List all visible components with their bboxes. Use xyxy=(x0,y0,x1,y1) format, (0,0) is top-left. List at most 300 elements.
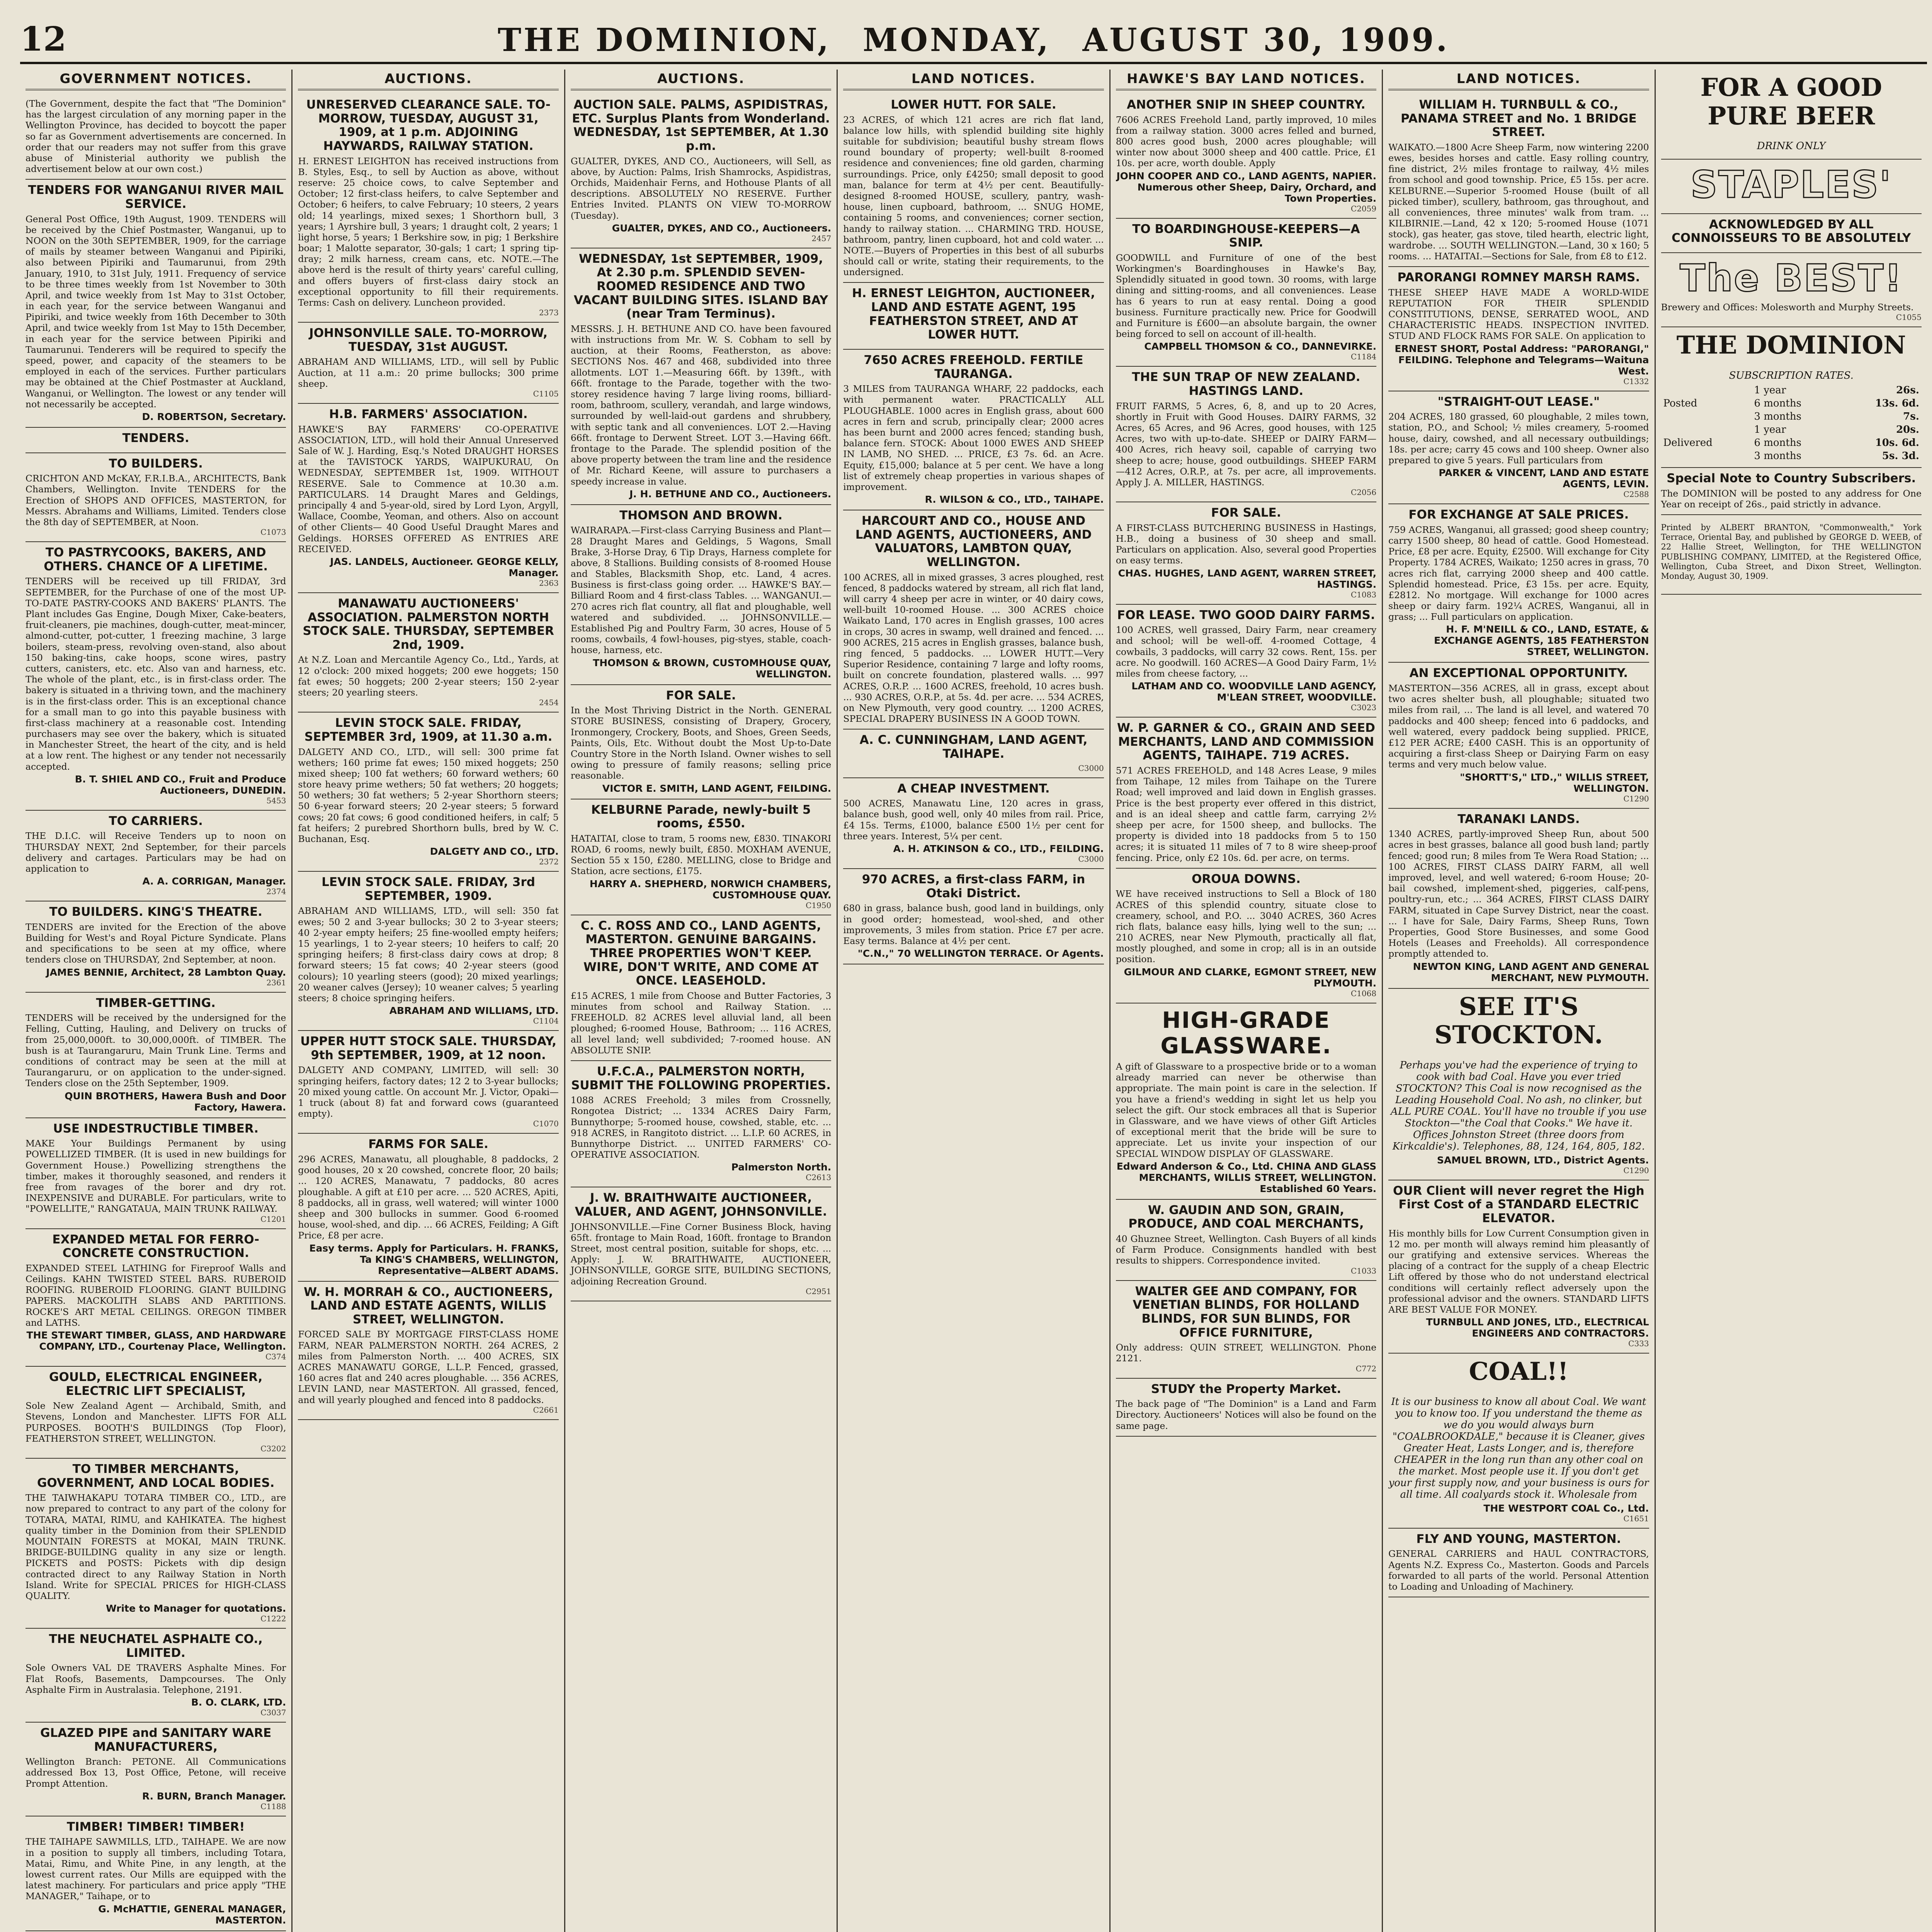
advertiser-signature: JAS. LANDELS, Auctioneer. GEORGE KELLY, Manager. xyxy=(330,556,559,578)
advertisement-heading: H.B. FARMERS' ASSOCIATION. xyxy=(329,407,528,422)
advertisement xyxy=(1116,367,1376,502)
advertiser-signature: CAMPBELL THOMSON & CO., DANNEVIRKE. xyxy=(1144,341,1377,352)
advertisement xyxy=(1388,1180,1649,1354)
advertisement-body: TENDERS will be received up till FRIDAY, 3rd SEPTEMBER, for the Purchase of one of the most UP-TO-DATE PASTRY-COOKS AND BAKERS' PLANTS. The Plant includes Gas Engine, Dough Mixer, Cake-beaters, fruit-cleaners, pie machines, dough-cutter, meat-mincer, almond-cutter, pot-cutter, 1 freezing machine, 3 large boilers, steam-press, revolving oven-stand, also about 150 baking-tins, cake hoops, scone wires, pastry cutters, canisters, etc. etc. Also van and harness, etc. The whole of the plant, etc., is in first-class order. The bakery is situated in a thriving town, and the machinery is in the first-class order. This is an exceptional chance for a small man to go into this payable business with first-class machinery at a reasonable cost. Intending purchasers may see over the bakery, which is situated in Manchester Street, the heart of the city, and is held at a low rent. The highest or any tender not necessarily accepted. xyxy=(26,576,286,772)
advertisement-body: ABRAHAM AND WILLIAMS, LTD., will sell: 350 fat ewes; 50 2 and 3-year bullocks; 30 2 to 3-year steers; 40 2-year empty heifers; 25 fine-woolled empty heifers; 15 yearlings, 1 to 2-year steers; 10 heifers to calf; 20 springing heifers; 8 first-class dairy cows at drop; 8 forward steers; 15 fat cows; 40 2-year steers (good colours); 10 yearling steers (good); 20 mixed yearlings; 20 weaner calves (Jersey); 10 weaner calves; 5 yearling steers; 8 choice springing heifers. xyxy=(298,905,559,1003)
column-header: AUCTIONS. xyxy=(298,70,558,90)
advertisement xyxy=(1661,327,1922,468)
advertisement-heading: FOR LEASE. TWO GOOD DAIRY FARMS. xyxy=(1117,608,1375,622)
advertisement-body: FORCED SALE BY MORTGAGE FIRST-CLASS HOME FARM, NEAR PALMERSTON NORTH. 264 ACRES, 2 miles from Palmerston North. ... 400 ACRES, SIX ACRES MANAWATU GORGE, L.L.P. Fenced, grassed, 160 acres flat and 240 acres ploughable. ... 356 ACRES, LEVIN LAND, near MASTERTON. All grassed, fenced, and will yearly ploughed and fenced into 8 paddocks. xyxy=(298,1329,559,1405)
column-header: AUCTIONS. xyxy=(571,70,831,90)
advertisement xyxy=(26,811,286,901)
rate-group xyxy=(1661,449,1752,463)
advertisement xyxy=(1388,267,1649,391)
advertisement-reference: C1290 xyxy=(1623,794,1649,803)
advertisement-heading: USE INDESTRUCTIBLE TIMBER. xyxy=(53,1121,259,1136)
advertisement xyxy=(26,1723,286,1816)
advertisement-heading: TO TIMBER MERCHANTS, GOVERNMENT, AND LOCAL BODIES. xyxy=(37,1462,275,1490)
column-header: LAND NOTICES. xyxy=(843,70,1104,90)
advertisement-body: 571 ACRES FREEHOLD, and 148 Acres Lease, 9 miles from Taihape, 12 miles from Taihape on the Turere Road; well improved and laid down in English grasses. Price is the best property ever offered in this district, and is an ideal sheep and cattle farm, carrying 2½ sheep per acre, for 1500 sheep, and bullocks. The property is divided into 18 paddocks from 5 to 150 acres; it is situated 11 miles of 7 to 8 wire sheep-proof fencing. Price, only £2 10s. 6d. per acre, on terms. xyxy=(1116,765,1377,863)
advertisement-reference: C333 xyxy=(1628,1339,1649,1349)
advertisement-heading: STUDY the Property Market. xyxy=(1151,1382,1341,1396)
advertisement-heading: FARMS FOR SALE. xyxy=(368,1137,488,1151)
rate-term: 1 year xyxy=(1754,384,1786,396)
advertisement xyxy=(26,542,286,811)
advertisement-reference: C1201 xyxy=(260,1214,286,1224)
page-column xyxy=(1383,70,1655,1932)
advertisement-body: MASTERTON—356 ACRES, all in grass, except about two acres shelter bush, all ploughable; situated two miles from rail, ... The land is all level, and watered 70 paddocks and 400 sheep; fenced into 6 paddocks, and well watered, every paddock being supplied. PRICE, £12 PER ACRE; £400 CASH. This is an opportunity of acquiring a first-class Sheep or Dairying Farm on easy terms and very much below value. xyxy=(1388,683,1649,770)
advertisement-body: £15 ACRES, 1 mile from Choose and Butter Factories, 3 minutes from school and Railway Station. ... FREEHOLD. 82 ACRES level alluvial land, all been ploughed; 6-roomed House, Bathroom; ... 116 ACRES, all level land; well subdivided; 7-roomed house. AN ABSOLUTE SNIP. xyxy=(570,990,832,1056)
advertisement-body: His monthly bills for Low Current Consumption given in 12 mo. per month will always remind him pleasantly of our gratifying and extensive services. Whereas the placing of a contract for the supply of a cheap Electric Lift offered by those who do not understand electrical conditions will certainly reflect adversely upon the professional advisor and the owners. STANDARD LIFTS ARE BEST VALUE FOR MONEY. xyxy=(1388,1228,1649,1315)
advertisement xyxy=(843,283,1104,350)
advertisement-reference: C3037 xyxy=(260,1708,286,1717)
advertisement-heading: The BEST! xyxy=(1680,256,1903,300)
masthead-title xyxy=(97,22,1850,59)
advertiser-signature: H. F. M'NEILL & CO., LAND, ESTATE, & EXCHANGE AGENTS, 185 FEATHERSTON STREET, WELLINGTON. xyxy=(1434,624,1649,658)
advertiser-signature: B. O. CLARK, LTD. xyxy=(191,1696,286,1708)
advertisement-body: CRICHTON AND McKAY, F.R.I.B.A., ARCHITECTS, Bank Chambers, Wellington. Invite TENDERS for the Erection of SHOPS AND OFFICES, MASTERTON, for Messrs. Abrahams and Williams, Limited. Tenders close the 8th day of SEPTEMBER, at Noon. xyxy=(26,473,286,527)
rate-term: 6 months xyxy=(1754,437,1801,449)
advertisement-reference: C2059 xyxy=(1350,204,1377,213)
advertisement xyxy=(1116,1200,1376,1281)
advertisement xyxy=(1661,468,1922,515)
advertisement-reference: C3000 xyxy=(1078,763,1104,773)
advertisement-reference: C2588 xyxy=(1623,490,1649,499)
advertisement-body: Sole New Zealand Agent — Archibald, Smith, and Stevens, London and Manchester. LIFTS FOR ALL PURPOSES. BOOTH'S BUILDINGS (Top Floor), FEATHERSTON STREET, WELLINGTON. xyxy=(26,1400,286,1444)
advertiser-signature: VICTOR E. SMITH, LAND AGENT, FEILDING. xyxy=(602,782,832,794)
advertisement-body: A gift of Glassware to a prospective bride or to a woman already married can never be otherwise than appropriate. The main point is care in the selection. If you have a friend's wedding in sight let us help you select the gift. Our stock embraces all that is Superior in Glassware, and we have views of other Gift Articles of exceptional merit that the bride will be sure to appreciate. Let us invite your inspection of our SPECIAL WINDOW DISPLAY OF GLASSWARE. xyxy=(1116,1061,1377,1159)
advertisement xyxy=(1388,1354,1649,1529)
rate-row xyxy=(1661,436,1922,449)
advertisement-body: HATAITAI, close to tram, 5 rooms new, £830. TINAKORI ROAD, 6 rooms, newly built, £850. MOXHAM AVENUE, Section 55 x 150, £280. MELLING, close to Bridge and Station, acre sections, £175. xyxy=(570,833,832,877)
advertisement-heading: TENDERS FOR WANGANUI RIVER MAIL SERVICE. xyxy=(28,183,284,211)
advertisement-reference: C1083 xyxy=(1350,590,1377,599)
advertisement-heading: TO BOARDINGHOUSE-KEEPERS—A SNIP. xyxy=(1132,222,1360,250)
advertisement-heading: TO BUILDERS. KING'S THEATRE. xyxy=(49,905,262,919)
advertiser-signature: Edward Anderson & Co., Ltd. CHINA AND GLASS MERCHANTS, WILLIS STREET, WELLINGTON. Established 60 Years. xyxy=(1116,1160,1377,1194)
rate-row xyxy=(1661,449,1922,463)
advertiser-signature: JOHN COOPER AND CO., LAND AGENTS, NAPIER. Numerous other Sheep, Dairy, Orchard, and Town Properties. xyxy=(1116,170,1377,204)
advertiser-signature: ERNEST SHORT, Postal Address: "PARORANGI," FEILDING. Telephone and Telegrams—Waituna West. xyxy=(1395,343,1649,377)
advertiser-signature: G. McHATTIE, GENERAL MANAGER, MASTERTON. xyxy=(98,1903,286,1926)
advertisement-reference: C1651 xyxy=(1623,1514,1649,1523)
rate-amount: 7s. xyxy=(1903,411,1919,423)
rate-group xyxy=(1661,384,1752,397)
advertisement xyxy=(571,1187,831,1301)
advertisement-heading: "STRAIGHT-OUT LEASE." xyxy=(1437,395,1600,409)
advertisement-heading: TO PASTRYCOOKS, BAKERS, AND OTHERS. CHANCE OF A LIFETIME. xyxy=(44,546,268,573)
advertisement-heading: ANOTHER SNIP IN SHEEP COUNTRY. xyxy=(1127,98,1366,112)
advertisement-body: 500 ACRES, Manawatu Line, 120 acres in grass, balance bush, good well, only 40 miles from rail. Price, £4 15s. Terms, £1000, balance £500 1½ per cent for three years. Interest, 5¼ per cent. xyxy=(843,798,1104,842)
column-header: GOVERNMENT NOTICES. xyxy=(26,70,286,90)
advertisement-body: Brewery and Offices: Molesworth and Murphy Streets. xyxy=(1661,302,1914,313)
advertiser-signature: Write to Manager for quotations. xyxy=(106,1603,286,1614)
advertiser-signature: HARRY A. SHEPHERD, NORWICH CHAMBERS, CUSTOMHOUSE QUAY. xyxy=(589,878,832,901)
advertisement-body: WAIRARAPA.—First-class Carrying Business and Plant—28 Draught Mares and Geldings, 5 Wagons, Small Brake, 3-Horse Dray, 6 Tip Drays, Harness complete for above, 8 Stallions. Building consists of 8-roomed House and Stables, Blacksmith Shop, etc. Land, 4 acres. Business is first-class going order. ... HAWKE'S BAY.—Billiard Room and 4 first-class Tables. ... WANGANUI.—270 acres rich flat country, all flat and ploughable, well watered and subdivided. ... JOHNSONVILLE.—Established Pig and Poultry Farm, 30 acres, House of 5 rooms, cowbails, 4 fowl-houses, pig-styes, stable, coach-house, harness, etc. xyxy=(570,525,832,656)
advertiser-signature: DALGETY AND CO., LTD. xyxy=(430,846,559,857)
advertiser-signature: "SHORTT'S," LTD.," WILLIS STREET, WELLINGTON. xyxy=(1460,771,1649,794)
advertiser-signature: PARKER & VINCENT, LAND AND ESTATE AGENTS, LEVIN. xyxy=(1439,467,1649,490)
advertiser-signature: THOMSON & BROWN, CUSTOMHOUSE QUAY, WELLINGTON. xyxy=(593,657,832,680)
advertisement-heading: TO CARRIERS. xyxy=(109,814,203,828)
advertiser-signature: GILMOUR AND CLARKE, EGMONT STREET, NEW PLYMOUTH. xyxy=(1124,966,1377,989)
advertisement-heading: J. W. BRAITHWAITE AUCTIONEER, VALUER, AND AGENT, JOHNSONVILLE. xyxy=(575,1191,827,1219)
advertisement-heading: LEVIN STOCK SALE. FRIDAY, 3rd SEPTEMBER, 1909. xyxy=(321,875,535,903)
advertisement-reference: C1070 xyxy=(533,1119,559,1129)
advertisement xyxy=(1661,160,1922,214)
advertisement-body: 296 ACRES, Manawatu, all ploughable, 8 paddocks, 2 good houses, 20 x 20 cowshed, concrete floor, 20 bails; ... 120 ACRES, Manawatu, 7 paddocks, 80 acres ploughable. A gift at £10 per acre. ... 520 ACRES, Apiti, 8 paddocks, all in grass, well watered; will winter 1000 sheep and 300 bullocks in summer. Good 6-roomed house, wool-shed, and dip. ... 66 ACRES, Feilding; A Gift Price, £8 per acre. xyxy=(298,1154,559,1241)
rate-row xyxy=(1661,397,1922,410)
advertisement-reference: C2951 xyxy=(806,1286,832,1296)
advertisement-heading: TENDERS. xyxy=(122,431,189,445)
advertisement xyxy=(298,1282,558,1420)
advertisement-heading: HARCOURT AND CO., HOUSE AND LAND AGENTS, AUCTIONEERS, AND VALUATORS, LAMBTON QUAY, WELLINGTON. xyxy=(855,514,1092,570)
advertisement-heading: UPPER HUTT STOCK SALE. THURSDAY, 9th SEPTEMBER, 1909, at 12 noon. xyxy=(300,1034,557,1062)
advertisement-heading: TO BUILDERS. xyxy=(109,456,203,471)
advertisement xyxy=(1388,391,1649,505)
advertisement xyxy=(1388,504,1649,663)
advertisement-heading: A. C. CUNNINGHAM, LAND AGENT, TAIHAPE. xyxy=(859,733,1088,761)
printer-imprint: Printed by ALBERT BRANTON, "Commonwealth," York Terrace, Oriental Bay, and published by GEORGE D. WEEB, of 22 Hallie Street, Wellington, for THE WELLINGTON PUBLISHING COMPANY, LIMITED, at the Registered Office, Wellington, Cuba Street, and Dixon Street, Wellington. Monday, August 30, 1909. xyxy=(1661,523,1922,581)
page-column xyxy=(1656,70,1927,1932)
advertiser-signature: A. H. ATKINSON & CO., LTD., FEILDING. xyxy=(893,843,1104,855)
rate-row xyxy=(1661,423,1922,436)
advertisement-heading: WILLIAM H. TURNBULL & CO., PANAMA STREET and No. 1 BRIDGE STREET. xyxy=(1401,98,1637,139)
advertisement xyxy=(571,94,831,248)
advertisement-heading: JOHNSONVILLE SALE. TO-MORROW, TUESDAY, 31st AUGUST. xyxy=(309,326,548,354)
advertisement-body: A FIRST-CLASS BUTCHERING BUSINESS in Hastings, H.B., doing a business of 30 sheep and small. Particulars on application. Also, several good Properties on easy terms. xyxy=(1116,522,1377,566)
rate-term: 3 months xyxy=(1754,411,1801,423)
rate-row xyxy=(1661,384,1922,397)
rate-amount: 10s. 6d. xyxy=(1875,437,1919,449)
advertisement xyxy=(1661,214,1922,253)
advertisement-body: MESSRS. J. H. BETHUNE AND CO. have been favoured with instructions from Mr. W. S. Cobham to sell by auction, at their Rooms, Featherston, as above: SECTIONS Nos. 467 and 468, subdivided into three allotments. LOT 1.—Measuring 66ft. by 139ft., with 66ft. frontage to the Parade, together with the two-storey residence having 7 large living rooms, billiard-room, bathroom, scullery, verandah, and large windows, surrounded by well-laid-out gardens and shrubbery, with septic tank and all conveniences. LOT 2.—Having 66ft. frontage to Derwent Street. LOT 3.—Having 66ft. frontage to the Parade. The splendid position of the above property between the tram line and the residence of Mr. Richard Keene, will assure to purchasers a speedy increase in value. xyxy=(570,323,832,487)
paper-name: THE DOMINION, xyxy=(497,22,831,59)
advertisement-body: TENDERS are invited for the Erection of the above Building for West's and Royal Picture Syndicate. Plans and specifications to be seen at my office, where tenders close on THURSDAY, 2nd September, at noon. xyxy=(26,921,286,965)
advertisement-reference: C772 xyxy=(1355,1364,1377,1373)
advertisement-reference: C1332 xyxy=(1623,376,1649,386)
advertisement-body: Perhaps you've had the experience of trying to cook with bad Coal. Have you ever tried STOCKTON? This Coal is now recognised as the Leading Household Coal. No ash, no clinker, but ALL PURE COAL. You'll have no trouble if you use Stockton—"the Coal that Cooks." We have it. Offices Johnston Street (three doors from Kirkcaldie's). Telephones, 88, 124, 164, 805, 182. xyxy=(1391,1059,1647,1152)
advertisement-reference: C1073 xyxy=(260,527,286,537)
advertisement-heading: MANAWATU AUCTIONEERS' ASSOCIATION. PALMERSTON NORTH STOCK SALE. THURSDAY, SEPTEMBER 2nd, 1909. xyxy=(303,596,554,652)
advertisement-heading: H. ERNEST LEIGHTON, AUCTIONEER, LAND AND ESTATE AGENT, 195 FEATHERSTON STREET, AND AT LOWER HUTT. xyxy=(852,286,1095,342)
advertisement xyxy=(571,799,831,915)
advertisement-heading: THE NEUCHATEL ASPHALTE CO., LIMITED. xyxy=(49,1632,263,1660)
advertisement xyxy=(26,901,286,992)
advertisement xyxy=(298,872,558,1031)
advertisement-body: 23 ACRES, of which 121 acres are rich flat land, balance low hills, with splendid building site highly suitable for subdivision; beautiful bushy stream flows round boundary of property; well-built 8-roomed residence and conveniences; fine old garden, charming surroundings. Price, only £4250; small deposit to good man, balance for term at 4½ per cent. Beautifully-designed 8-roomed HOUSE, scullery, pantry, wash-house, linen cupboard, bathroom, ... SNUG HOME, containing 5 rooms, and conveniences; corner section, handy to railway station. ... CHARMING TRD. HOUSE, bathroom, pantry, linen cupboard, hot and cold water. ... NOTE.—Buyers of Properties in this best of all suburbs should call or write, stating their requirements, to the undersigned. xyxy=(843,114,1104,278)
advertisement-body: The DOMINION will be posted to any address for One Year on receipt of 26s., paid strictly in advance. xyxy=(1661,488,1922,510)
advertisement-body: FRUIT FARMS, 5 Acres, 6, 8, and up to 20 Acres, shortly in Fruit with Good Houses. DAIRY FARMS, 32 Acres, 65 Acres, and 96 Acres, good houses, with 125 Acres, two with up-to-date. SHEEP or DAIRY FARM—400 Acres, rich heavy soil, capable of carrying two sheep to acre; house, good outbuildings. SHEEP FARM—412 Acres, O.R.P., at 7s. per acre, all improvements. Apply J. A. MILLER, HASTINGS. xyxy=(1116,400,1377,488)
advertisement-heading: WALTER GEE AND COMPANY, FOR VENETIAN BLINDS, FOR HOLLAND BLINDS, FOR SUN BLINDS, FOR OFFICE FURNITURE, xyxy=(1133,1284,1360,1340)
advertisement-reference: 2363 xyxy=(539,578,559,588)
advertisement xyxy=(1116,1379,1376,1437)
advertisement-heading: FOR A GOOD PURE BEER xyxy=(1700,73,1882,131)
advertisement-heading: OUR Client will never regret the High First Cost of a STANDARD ELECTRIC ELEVATOR. xyxy=(1393,1184,1645,1225)
advertisement-heading: U.F.C.A., PALMERSTON NORTH, SUBMIT THE FOLLOWING PROPERTIES. xyxy=(571,1064,831,1092)
advertisement-reference: 5453 xyxy=(266,796,286,805)
advertiser-signature: D. ROBERTSON, Secretary. xyxy=(142,411,286,422)
advertisement-body: 100 ACRES, all in mixed grasses, 3 acres ploughed, rest fenced, 8 paddocks watered by stream, all rich flat land, will carry 4 sheep per acre in winter, or 40 dairy cows, well-built 10-roomed House. ... 300 ACRES choice Waikato Land, 170 acres in English grasses, 100 acres in crops, 30 acres in swamp, well drained and fenced. ... 900 ACRES, 215 acres in English grasses, balance bush, ring fenced, 5 paddocks. ... LOWER HUTT.—Very Superior Residence, containing 7 large and lofty rooms, built on concrete foundation, plastered walls. ... 997 ACRES, O.R.P. ... 1600 ACRES, freehold, 10 acres bush. ... 930 ACRES, O.R.P., at 5s. 4d. per acre. ... 534 ACRES, on New Plymouth, very good country. ... 1200 ACRES, SPECIAL DRAPERY BUSINESS IN A GOOD TOWN. xyxy=(843,571,1104,724)
advertisement-body: GENERAL CARRIERS and HAUL CONTRACTORS, Agents N.Z. Express Co., Masterton. Goods and Parcels forwarded to all parts of the world. Personal Attention to Loading and Unloading of Machinery. xyxy=(1388,1548,1649,1592)
issue-date: AUGUST 30, 1909. xyxy=(1082,22,1450,59)
advertisement-body: DALGETY AND COMPANY, LIMITED, will sell: 30 springing heifers, factory dates; 12 2 to 3-year bullocks; 20 mixed young cattle. On account Mr. J. Victor, Opaki— 1 truck (about 8) fat and forward cows (guaranteed empty). xyxy=(298,1065,559,1119)
advertisement xyxy=(843,350,1104,510)
advertisement-body: THE D.I.C. will Receive Tenders up to noon on THURSDAY NEXT, 2nd September, for their parcels delivery and cartages. Particulars may be had on application to xyxy=(26,830,286,874)
advertisement-reference: C374 xyxy=(265,1352,286,1361)
advertisement xyxy=(1661,515,1922,595)
advertisement-heading: 970 ACRES, a first-class FARM, in Otaki District. xyxy=(862,872,1085,900)
advertisement xyxy=(26,180,286,428)
advertisement-body: General Post Office, 19th August, 1909. TENDERS will be received by the Chief Postmaster, Wanganui, up to NOON on the 30th SEPTEMBER, 1909, for the carriage of mails by steamer between Wanganui and Pipiriki, also between Pipiriki and Taumarunui, from 29th January, 1910, to 31st July, 1911. Frequency of service to be three times weekly from 1st November to 30th April, and twice weekly from 1st May to 31st October, in each year, for the service between Wanganui and Pipiriki, and twice weekly from 16th December to 30th April, and twice weekly from 1st May to 15th December, in each year for the service between Pipiriki and Taumarunui. Tenderers will be required to specify the speed, power, and capacity of the steamers to be employed in each of the services. Further particulars may be obtained at the Chief Postmaster at Auckland, Wanganui, or Wellington. The lowest or any tender will not necessarily be accepted. xyxy=(26,213,286,410)
advertisement xyxy=(571,248,831,505)
masthead xyxy=(20,20,1927,64)
rate-row xyxy=(1661,410,1922,423)
advertisement-body: SUBSCRIPTION RATES. xyxy=(1729,370,1854,382)
advertisement-heading: AN EXCEPTIONAL OPPORTUNITY. xyxy=(1409,666,1628,680)
advertisement xyxy=(1388,809,1649,989)
advertisement-reference: 2372 xyxy=(539,857,559,867)
advertisement-reference: 2373 xyxy=(539,308,559,318)
advertisement xyxy=(26,453,286,543)
advertisement-reference: C1222 xyxy=(260,1614,286,1624)
advertisement xyxy=(1661,253,1922,328)
advertisement xyxy=(298,404,558,593)
advertisement xyxy=(26,94,286,180)
advertisement xyxy=(1116,1281,1376,1379)
advertisement-heading: KELBURNE Parade, newly-built 5 rooms, £550. xyxy=(591,803,811,831)
advertisement xyxy=(1388,663,1649,808)
advertisement-heading: PARORANGI ROMNEY MARSH RAMS. xyxy=(1397,270,1640,284)
advertisement-body: 3 MILES from TAURANGA WHARF, 22 paddocks, each with permanent water. PRACTICALLY ALL PLOUGHABLE. 1000 acres in English grass, about 600 acres in fern and scrub, principally clear; 2000 acres has been burnt and 2000 acres fenced; standing bush, balance fern. STOCK: About 1000 EWES AND SHEEP IN LAMB, NO SHED. ... PRICE, £3 7s. 6d. an Acre. Equity, £15,000; balance at 5 per cent. We have a long list of extremely cheap properties in various shapes of improvement. xyxy=(843,383,1104,492)
advertisement-reference: C1184 xyxy=(1350,352,1377,362)
advertiser-signature: THE WESTPORT COAL Co., Ltd. xyxy=(1483,1502,1649,1514)
advertisement-body: DALGETY AND CO., LTD., will sell: 300 prime fat wethers; 160 prime fat ewes; 150 mixed hoggets; 250 mixed sheep; 100 fat wethers; 60 forward wethers; 60 store heavy prime wethers; 50 fat wethers; 20 hoggets; 50 wethers; 30 fat wethers; 5 2-year Shorthorn steers; 50 6-year forward steers; 20 2-year steers; 5 forward cows; 20 fat cows; 6 good conditioned heifers, in calf; 5 fat heifers; 2 purebred Shorthorn bulls, bred by W. C. Buchanan, Esq. xyxy=(298,746,559,845)
advertisement xyxy=(298,593,558,713)
advertisement xyxy=(571,1061,831,1187)
advertisement-reference: C1055 xyxy=(1896,313,1922,322)
advertisement-body: (The Government, despite the fact that "The Dominion" has the largest circulation of any morning paper in the Wellington Province, has decided to boycott the paper so far as Government advertisements are concerned. In order that our readers may not suffer from this grave abuse of Ministerial authority we publish the advertisement below at our own cost.) xyxy=(26,98,286,175)
advertisement-reference: C1105 xyxy=(533,389,559,399)
page-column xyxy=(838,70,1110,1932)
advertisement-heading: LOWER HUTT. FOR SALE. xyxy=(891,98,1056,112)
advertisement-reference: 2374 xyxy=(266,887,286,896)
advertisement-heading: GOULD, ELECTRICAL ENGINEER, ELECTRIC LIFT SPECIALIST, xyxy=(49,1370,263,1398)
advertisement xyxy=(843,94,1104,283)
advertiser-signature: TURNBULL AND JONES, LTD., ELECTRICAL ENGINEERS AND CONTRACTORS. xyxy=(1426,1316,1649,1339)
page-column xyxy=(293,70,565,1932)
page-column xyxy=(565,70,838,1932)
advertisement-heading: COAL!! xyxy=(1469,1357,1569,1386)
advertisement-body: 7606 ACRES Freehold Land, partly improved, 10 miles from a railway station. 3000 acres felled and burned, 800 acres good bush, 2000 acres ploughable; will winter now about 3000 sheep and 400 cattle. Price, £1 10s. per acre, worth double. Apply xyxy=(1116,114,1377,169)
rate-amount: 5s. 3d. xyxy=(1882,450,1919,462)
rate-amount: 20s. xyxy=(1896,424,1919,436)
advertisement-reference: C3023 xyxy=(1350,703,1377,713)
advertisement-heading: LEVIN STOCK SALE. FRIDAY, SEPTEMBER 3rd, 1909, at 11.30 a.m. xyxy=(304,716,553,744)
advertisement xyxy=(298,94,558,323)
advertisement-heading: THE SUN TRAP OF NEW ZEALAND. HASTINGS LAND. xyxy=(1132,370,1361,398)
advertisement-reference: C2661 xyxy=(533,1405,559,1415)
advertiser-signature: B. T. SHIEL AND CO., Fruit and Produce Auctioneers, DUNEDIN. xyxy=(75,773,286,796)
advertisement xyxy=(26,1459,286,1629)
rate-amount: 13s. 6d. xyxy=(1875,398,1919,410)
advertisement-reference: C1068 xyxy=(1350,988,1377,998)
advertisement-body: JOHNSONVILLE.—Fine Corner Business Block, having 65ft. frontage to Main Road, 160ft. frontage to Brandon Street, most central position, suitable for shops, etc. ... Apply: J. W. BRAITHWAITE, AUCTIONEER, JOHNSONVILLE, GORGE SITE, BUILDING SECTIONS, adjoining Recreation Ground. xyxy=(570,1221,832,1287)
advertisement xyxy=(1116,605,1376,718)
advertisement-body: WAIKATO.—1800 Acre Sheep Farm, now wintering 2200 ewes, besides horses and cattle. Easy rolling country, fine district, 2½ miles frontage to railway, 4½ miles from school and good township. Price, £5 15s. per acre. KELBURNE.—Superior 5-roomed House (built of all picked timber), scullery, bathroom, gas throughout, and all conveniences, three minutes' walk from tram. ... KILBIRNIE.—Land, 42 x 120; 5-roomed House (1071 stock), gas heater, gas stove, tiled hearth, electric light, wardrobe. ... SOUTH WELLINGTON.—Land, 30 x 160; 5 rooms. ... HATAITAI.—Sections for Sale, from £8 to £12. xyxy=(1388,141,1649,262)
advertisement-heading: A CHEAP INVESTMENT. xyxy=(897,781,1050,796)
advertisement xyxy=(1116,94,1376,219)
advertisement xyxy=(571,505,831,685)
advertiser-signature: Palmerston North. xyxy=(731,1162,832,1173)
advertisement xyxy=(1661,70,1922,160)
issue-day: MONDAY, xyxy=(862,22,1051,59)
advertisement-body: 1340 ACRES, partly-improved Sheep Run, about 500 acres in best grasses, balance all good bush land; partly fenced; good run; 8 miles from Te Wera Road Station; ... 100 ACRES, FIRST CLASS DAIRY FARM, all well improved, level, and well watered; 6-room House; 20-bail cowshed, implement-shed, piggeries, calf-pens, poultry-run, etc.; ... 364 ACRES, FIRST CLASS DAIRY FARM, situated in Cape Survey District, near the coast. ... I have for Sale, Dairy Farms, Sheep Runs, Town Properties, Good Store Businesses, and some Good Hotels (Leases and Freeholds). All correspondence promptly attended to. xyxy=(1388,828,1649,959)
advertisement-heading: UNRESERVED CLEARANCE SALE. TO-MORROW, TUESDAY, AUGUST 31, 1909, at 1 p.m. ADJOINING HAYWARDS, RAILWAY STATION. xyxy=(306,98,551,153)
advertiser-signature: A. A. CORRIGAN, Manager. xyxy=(142,876,286,887)
advertisement-heading: 7650 ACRES FREEHOLD. FERTILE TAURANGA. xyxy=(864,353,1083,381)
advertisement-body: It is our business to know all about Coal. We want you to know too. If you understand the theme as we do you would always burn "COALBROOKDALE," because it is Cleaner, gives Greater Heat, Lasts Longer, and is, therefore CHEAPER in the long run than any other coal on the market. Most people use it. If you don't get your first supply now, and your business is ours for all time. All coalyards stock it. Wholesale from xyxy=(1388,1396,1649,1500)
advertiser-signature: ABRAHAM AND WILLIAMS, LTD. xyxy=(389,1005,559,1017)
advertisement-reference: C1950 xyxy=(806,900,832,910)
advertisement-body: TENDERS will be received by the undersigned for the Felling, Cutting, Hauling, and Delivery on trucks of from 25,000,000ft. to 30,000,000ft. of TIMBER. The bush is at Taurangaruru, Main Trunk Line. Terms and conditions of contract may be seen at the mill at Taurangaruru, or on application to the under-signed. Tenders close on the 25th September, 1909. xyxy=(26,1012,286,1089)
advertisement-body: 1088 ACRES Freehold; 3 miles from Crossnelly, Rongotea District; ... 1334 ACRES Dairy Farm, Bunnythorpe; 5-roomed house, cowshed, stable, etc. ... 918 ACRES, in Rangitoto district. ... L.I.P. 60 ACRES, in Bunnythorpe District. ... UNITED FARMERS' CO-OPERATIVE ASSOCIATION. xyxy=(570,1095,832,1160)
advertisement-body: The back page of "The Dominion" is a Land and Farm Directory. Auctioneers' Notices will also be found on the same page. xyxy=(1116,1398,1377,1431)
advertisement-body: 759 ACRES, Wanganui, all grassed; good sheep country; carry 1500 sheep, 80 head of cattle. Good Homestead. Price, £8 per acre. Equity, £2500. Will exchange for City Property. 1784 ACRES, Waikato; 1250 acres in grass, 70 acres rich flat, carrying 2000 sheep and 400 cattle. Splendid homestead. Price, £3 15s. per acre. Equity, £2812. No mortgage. Will exchange for 1000 acres sheep or dairy farm. 192¼ ACRES, Wanganui, all in grass; ... Full particulars on application. xyxy=(1388,524,1649,622)
advertisement-body: Sole Owners VAL DE TRAVERS Asphalte Mines. For Flat Roofs, Basements, Dampcourses. The Only Asphalte Firm in Australasia. Telephone, 2191. xyxy=(26,1662,286,1695)
advertiser-signature: QUIN BROTHERS, Hawera Bush and Door Factory, Hawera. xyxy=(65,1090,286,1113)
rate-amount: 26s. xyxy=(1896,384,1919,396)
advertisement-body: H. ERNEST LEIGHTON has received instructions from B. Styles, Esq., to sell by Auction as above, without reserve: 25 choice cows, to calve September and October; 12 first-class heifers, to calve September and October; 6 heifers, to calve February; 10 steers, 2 years old; 14 yearlings, mixed sexes; 1 Shorthorn bull, 3 years; 1 Ayrshire bull, 3 years; 1 draught colt, 2 years; 1 light horse, 5 years; 1 Berkshire sow, in pig; 1 Berkshire boar; 1 Malotte separator, 30-gals; 1 cart; 1 spring tip-dray; 2 milk harness, cream cans, etc. NOTE.—The above herd is the result of thirty years' careful culling, and offers buyers of first-class dairy stock an exceptional opportunity to fill their requirements. Terms: Cash on delivery. Luncheon provided. xyxy=(298,155,559,308)
advertisement-body: 680 in grass, balance bush, good land in buildings, only in good order; homestead, wool-shed, and other improvements, 3 miles from station. Price £7 per acre. Easy terms. Balance at 4½ per cent. xyxy=(843,903,1104,946)
rate-term: 3 months xyxy=(1754,450,1801,462)
advertiser-signature: JAMES BENNIE, Architect, 28 Lambton Quay. xyxy=(46,966,286,978)
page-number: 12 xyxy=(20,20,66,59)
advertiser-signature: Easy terms. Apply for Particulars. H. FRANKS, Ta KING'S CHAMBERS, WELLINGTON, Representative—ALBERT ADAMS. xyxy=(309,1242,559,1276)
advertisement-reference: 2457 xyxy=(811,233,832,243)
advertisement-body: THE TAIHAPE SAWMILLS, LTD., TAIHAPE. We are now in a position to supply all timbers, including Totara, Matai, Rimu, and White Pine, in any length, at the lowest current rates. Our Mills are equipped with the latest machinery. For particulars and price apply "THE MANAGER," Taihape, or to xyxy=(26,1836,286,1902)
advertisement xyxy=(1388,94,1649,267)
advertisement-body: HAWKE'S BAY FARMERS' CO-OPERATIVE ASSOCIATION, LTD., will hold their Annual Unreserved Sale of W. J. Harding, Esq.'s Noted DRAUGHT HORSES at the TAVISTOCK YARDS, WAIPUKURAU, On WEDNESDAY, SEPTEMBER 1st, 1909. WITHOUT RESERVE. Sale to Commence at 10.30 a.m. PARTICULARS. 14 Draught Mares and Geldings, principally 4 and 5-year-old, sired by Lord Lyon, Argyll, Wallace, Coombe, Yeoman, and others. Also on account of other Clients— 40 Good Useful Draught Mares and Geldings. HORSES OFFERED AS ENTRIES ARE RECEIVED. xyxy=(298,423,559,554)
advertiser-signature: J. H. BETHUNE AND CO., Auctioneers. xyxy=(629,488,832,500)
advertisement-reference: C1188 xyxy=(260,1801,286,1811)
advertisement-reference: C2056 xyxy=(1350,488,1377,497)
advertiser-signature: GUALTER, DYKES, AND CO., Auctioneers. xyxy=(612,222,832,234)
advertisement-reference: 2361 xyxy=(266,978,286,987)
advertisement-body: 204 ACRES, 180 grassed, 60 ploughable, 2 miles town, station, P.O., and School; ½ miles creamery, 5-roomed house, dairy, cowshed, and all necessary outbuildings; 18s. per acre; carry 45 cows and 100 sheep. Owner also prepared to give 5 years. Full particulars from xyxy=(1388,411,1649,466)
advertisement-heading: AUCTION SALE. PALMS, ASPIDISTRAS, ETC. Surplus Plants from Wonderland. WEDNESDAY, 1st SEPTEMBER, At 1.30 p.m. xyxy=(572,98,830,153)
rate-group xyxy=(1661,423,1752,436)
advertiser-signature: SAMUEL BROWN, LTD., District Agents. xyxy=(1437,1154,1649,1166)
advertiser-signature: R. BURN, Branch Manager. xyxy=(142,1790,286,1802)
advertisement xyxy=(1388,1529,1649,1597)
advertisement xyxy=(298,1134,558,1281)
advertisement-body: In the Most Thriving District in the North. GENERAL STORE BUSINESS, consisting of Drapery, Grocery, Ironmongery, Crockery, Boots, and Shoes, Green Seeds, Paints, Oils, Etc. Without doubt the Most Up-to-Date Country Store in the North Island. Owner wishes to sell owing to pressure of family reasons; selling price reasonable. xyxy=(570,705,832,781)
advertisement xyxy=(1116,869,1376,1003)
advertisement-heading: W. H. MORRAH & CO., AUCTIONEERS, LAND AND ESTATE AGENTS, WILLIS STREET, WELLINGTON. xyxy=(303,1285,553,1327)
page-column xyxy=(1111,70,1383,1932)
advertisement xyxy=(843,778,1104,869)
advertisement xyxy=(843,730,1104,778)
advertisement xyxy=(26,428,286,453)
column-header: LAND NOTICES. xyxy=(1388,70,1649,90)
advertisement-body: ABRAHAM AND WILLIAMS, LTD., will sell by Public Auction, at 11 a.m.: 20 prime bullocks; 300 prime sheep. xyxy=(298,356,559,389)
advertisement-heading: W. GAUDIN AND SON, GRAIN, PRODUCE, AND COAL MERCHANTS, xyxy=(1128,1203,1364,1231)
advertisement-heading: THOMSON AND BROWN. xyxy=(619,508,783,522)
advertisement-reference: C1033 xyxy=(1350,1266,1377,1276)
advertisement-heading: FOR EXCHANGE AT SALE PRICES. xyxy=(1408,508,1629,522)
advertisement-heading: Special Note to Country Subscribers. xyxy=(1667,471,1916,486)
advertisement-reference: C3202 xyxy=(260,1444,286,1453)
advertisement xyxy=(1116,1003,1376,1200)
rate-term: 1 year xyxy=(1754,424,1786,436)
advertisement-heading: SEE IT'S STOCKTON. xyxy=(1434,992,1603,1050)
advertisement xyxy=(298,1031,558,1134)
advertisement-reference: C1104 xyxy=(533,1016,559,1026)
advertisement xyxy=(26,1118,286,1229)
advertisement-reference: C2613 xyxy=(806,1173,832,1182)
advertisement xyxy=(26,1629,286,1723)
advertisement-body: Only address: QUIN STREET, WELLINGTON. Phone 2121. xyxy=(1116,1342,1377,1364)
advertisement xyxy=(26,993,286,1118)
advertisement-body: 40 Ghuznee Street, Wellington. Cash Buyers of all kinds of Farm Produce. Consignments handled with best results to shippers. Correspondence invited. xyxy=(1116,1233,1377,1266)
advertisement xyxy=(1388,989,1649,1180)
advertisement-heading: EXPANDED METAL FOR FERRO-CONCRETE CONSTRUCTION. xyxy=(52,1232,260,1260)
column-header: HAWKE'S BAY LAND NOTICES. xyxy=(1116,70,1376,90)
advertisement-heading: THE DOMINION xyxy=(1676,331,1906,360)
advertisement-heading: TIMBER! TIMBER! TIMBER! xyxy=(66,1820,245,1834)
advertisement-heading: FOR SALE. xyxy=(666,688,736,702)
advertisement xyxy=(298,323,558,404)
advertisement xyxy=(26,1816,286,1931)
advertisement-body: THESE SHEEP HAVE MADE A WORLD-WIDE REPUTATION FOR THEIR SPLENDID CONSTITUTIONS, DENSE, SERRATED WOOL, AND CHARACTERISTIC HEADS. INSPECTION INVITED. STUD AND FLOCK RAMS FOR SALE. On application to xyxy=(1388,287,1649,342)
advertiser-signature: R. WILSON & CO., LTD., TAIHAPE. xyxy=(925,494,1104,505)
advertisement-body: At N.Z. Loan and Mercantile Agency Co., Ltd., Yards, at 12 o'clock: 200 mixed hoggets; 200 ewe hoggets; 150 fat ewes; 50 hoggets; 200 2-year steers; 150 2-year steers; 20 yearling steers. xyxy=(298,654,559,698)
advertisement xyxy=(1116,502,1376,604)
advertisement-body: GOODWILL and Furniture of one of the best Workingmen's Boardinghouses in Hawke's Bay, Splendidly situated in good town. 30 rooms, with large dining and sitting-rooms, and all conveniences. Lease has 6 years to run at easy rental. Doing a good business. Furniture practically new. Price for Goodwill and Furniture is £600—an absolute bargain, the owner being forced to sell on account of ill-health. xyxy=(1116,252,1377,340)
advertiser-signature: "C.N.," 70 WELLINGTON TERRACE. Or Agents. xyxy=(857,948,1104,959)
advertisement-body: THE TAIWHAKAPU TOTARA TIMBER CO., LTD., are now prepared to contract to any part of the colony for TOTARA, MATAI, RIMU, and KAHIKATEA. The highest quality timber in the Dominion from their SPLENDID MOUNTAIN FORESTS at MOKAI, MAIN TRUNK. BRIDGE-BUILDING quality in any size or length. PICKETS and POSTS: Pickets with dip design contracted direct to any Railway Station in North Island. Write for SPECIAL PRICES for HIGH-CLASS QUALITY. xyxy=(26,1492,286,1601)
advertisement xyxy=(843,869,1104,964)
advertisement-body: MAKE Your Buildings Permanent by using POWELLIZED TIMBER. (It is used in new buildings for Government House.) Powellizing strengthens the timber, makes it thoroughly seasoned, and renders it free from ravages of the borer and dry rot. INEXPENSIVE and DURABLE. For particulars, write to "POWELLITE," RANGATAUA, MAIN TRUNK RAILWAY. xyxy=(26,1138,286,1214)
advertisement-body: 100 ACRES, well grassed, Dairy Farm, near creamery and school; will be well-off. 4-roomed Cottage, 4 cowbails, 3 paddocks, will carry 32 cows. Rent, 15s. per acre. No goodwill. 160 ACRES—A Good Dairy Farm, 1½ miles from cheese factory, ... xyxy=(1116,624,1377,679)
advertisement xyxy=(843,510,1104,730)
rate-term: 6 months xyxy=(1754,398,1801,410)
advertisement-heading: HIGH-GRADE GLASSWARE. xyxy=(1160,1007,1332,1059)
advertisement-heading: OROUA DOWNS. xyxy=(1191,872,1301,886)
advertisement-reference: C1290 xyxy=(1623,1165,1649,1175)
advertisement-reference: 2454 xyxy=(539,698,559,707)
columns xyxy=(20,70,1927,1932)
advertisement-heading: STAPLES' xyxy=(1690,163,1892,207)
advertiser-signature: NEWTON KING, LAND AGENT AND GENERAL MERCHANT, NEW PLYMOUTH. xyxy=(1413,961,1649,983)
advertisement xyxy=(26,1367,286,1459)
advertisement-heading: FOR SALE. xyxy=(1211,506,1281,520)
page-column xyxy=(20,70,293,1932)
advertisement xyxy=(1116,219,1376,367)
advertisement-heading: TIMBER-GETTING. xyxy=(96,996,216,1010)
rate-group: Delivered xyxy=(1663,437,1713,449)
advertisement-body: EXPANDED STEEL LATHING for Fireproof Walls and Ceilings. KAHN TWISTED STEEL BARS. RUBEROID ROOFING. RUBEROID FLOORING. GIANT BUILDING PAPERS. MACKOLITH SLABS AND PARTITIONS. ROCKE'S ART METAL CEILINGS. OREGON TIMBER and LATHS. xyxy=(26,1262,286,1328)
advertisement-heading: WEDNESDAY, 1st SEPTEMBER, 1909, At 2.30 p.m. SPLENDID SEVEN-ROOMED RESIDENCE AND TWO VACANT BUILDING SITES. ISLAND BAY (near Tram Terminus). xyxy=(573,252,828,321)
advertisement-heading: ACKNOWLEDGED BY ALL CONNOISSEURS TO BE ABSOLUTELY xyxy=(1672,217,1911,245)
advertisement-heading: GLAZED PIPE and SANITARY WARE MANUFACTURERS, xyxy=(40,1726,272,1754)
rate-group xyxy=(1661,410,1752,423)
advertisement-body: GUALTER, DYKES, AND CO., Auctioneers, will Sell, as above, by Auction: Palms, Irish Shamrocks, Aspidistras, Orchids, Maidenhair Ferns, and Hothouse Plants of all descriptions. ABSOLUTELY NO RESERVE. Further Entries Invited. PLANTS ON VIEW TO-MORROW (Tuesday). xyxy=(570,155,832,221)
advertisement-heading: TARANAKI LANDS. xyxy=(1458,812,1580,826)
subscription-rates-table xyxy=(1661,384,1922,463)
advertisement-body: DRINK ONLY xyxy=(1757,140,1826,152)
